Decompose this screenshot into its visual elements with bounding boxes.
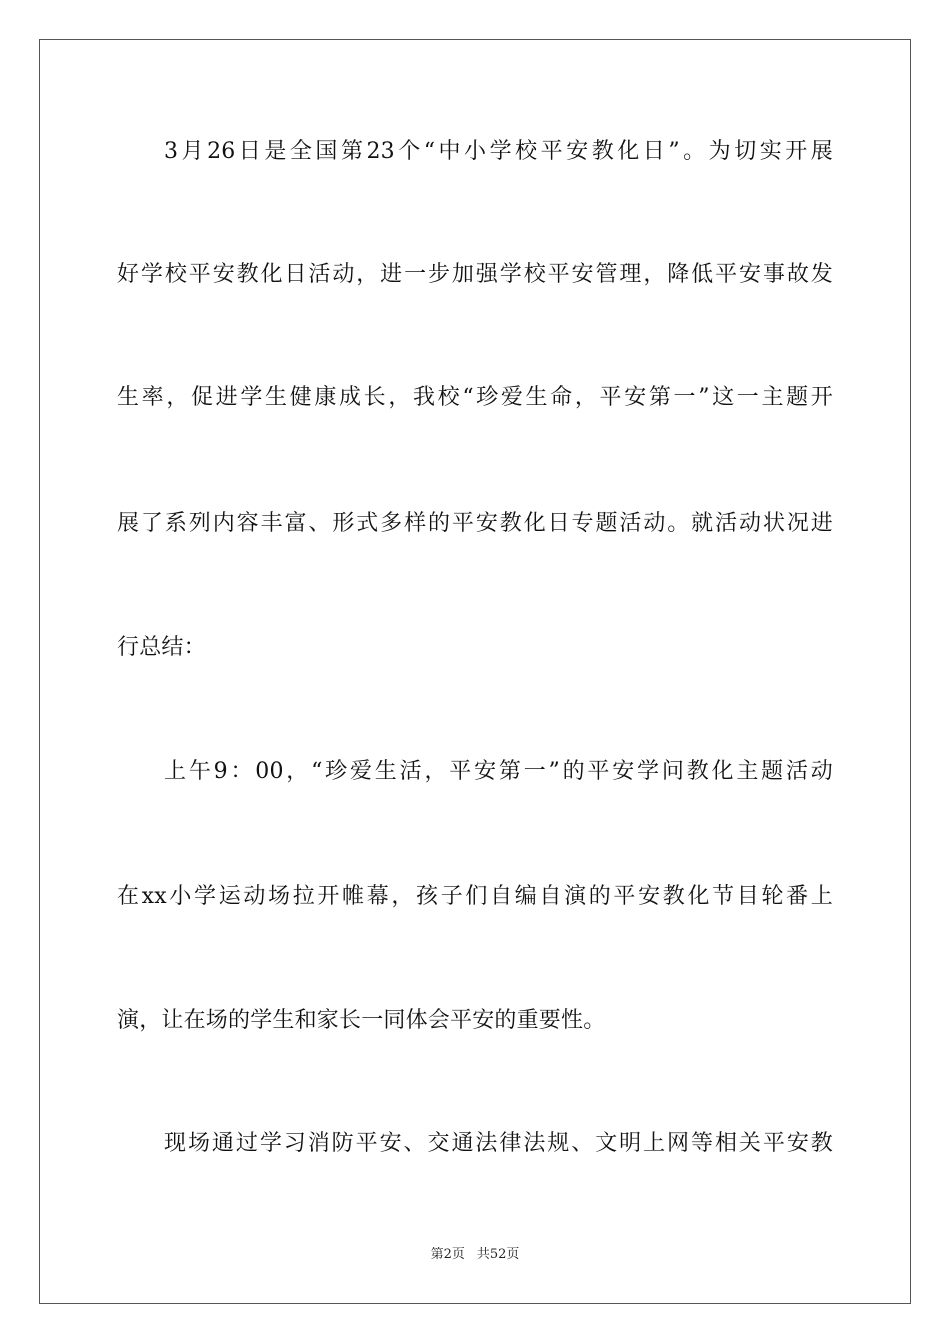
page-total: 共52页 — [476, 1247, 520, 1262]
paragraph-1-line-4: 展了系列内容丰富、形式多样的平安教化日专题活动。就活动状况进 — [117, 511, 833, 536]
paragraph-2-line-2: 在xx小学运动场拉开帷幕，孩子们自编自演的平安教化节目轮番上 — [117, 884, 833, 909]
paragraph-2-line-3: 演，让在场的学生和家长一同体会平安的重要性。 — [117, 1008, 606, 1033]
paragraph-1-line-1: 3月26日是全国第23个“中小学校平安教化日”。为切实开展 — [164, 139, 833, 164]
page-border — [39, 39, 911, 1304]
page-number: 第2页 — [430, 1247, 465, 1262]
paragraph-1-line-3: 生率，促进学生健康成长，我校“珍爱生命，平安第一”这一主题开 — [117, 385, 833, 410]
paragraph-1-line-2: 好学校平安教化日活动，进一步加强学校平安管理，降低平安事故发 — [117, 262, 833, 287]
paragraph-2-line-1: 上午9：00，“珍爱生活，平安第一”的平安学问教化主题活动 — [164, 759, 833, 784]
page-footer — [0, 1246, 950, 1264]
paragraph-3-line-1: 现场通过学习消防平安、交通法律法规、文明上网等相关平安教 — [164, 1131, 833, 1156]
paragraph-1-line-5: 行总结： — [117, 635, 206, 660]
